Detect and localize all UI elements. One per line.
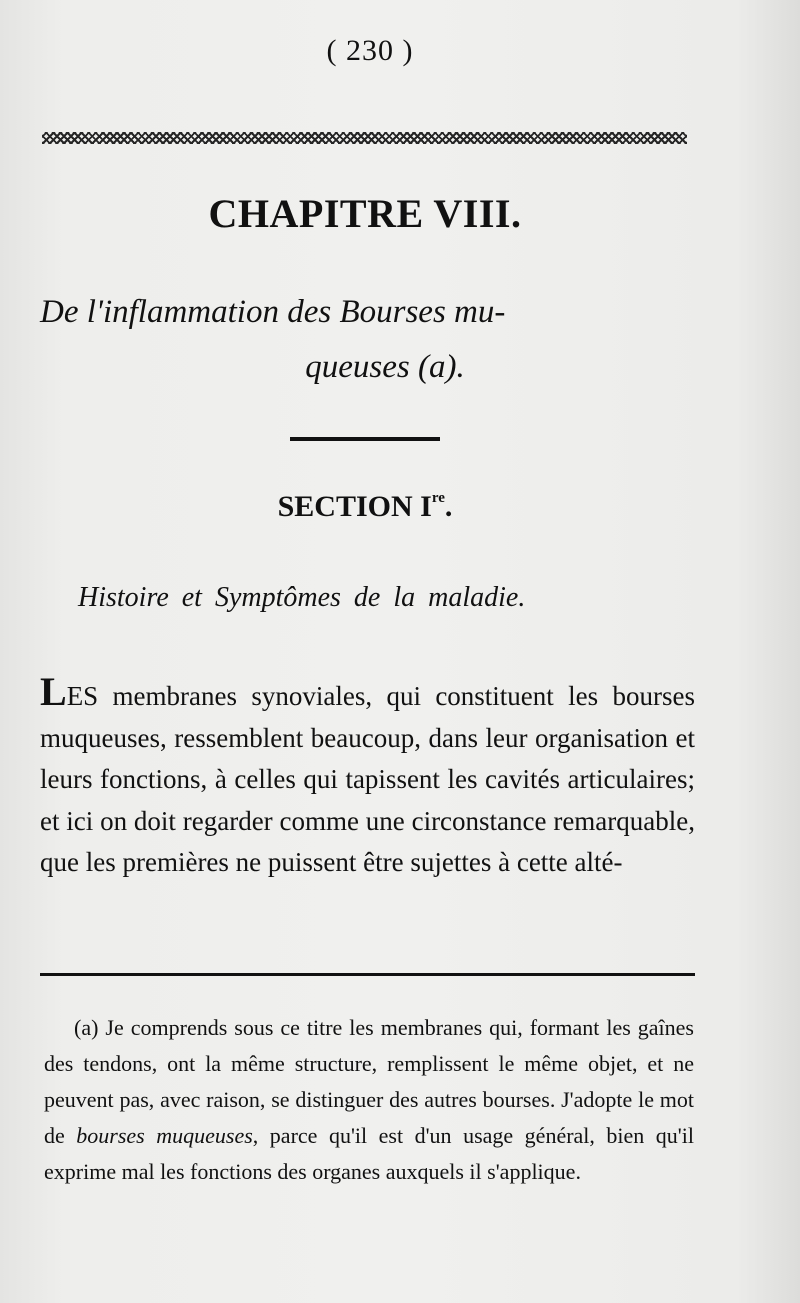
chapter-title: [40, 285, 700, 395]
chapter-heading: CHAPITRE VIII.: [208, 191, 522, 236]
footnote-text-before: Je comprends sous ce titre les membranes qui, formant les gaînes des tendons, ont la même structure, remplissent le même objet, et ne peuvent pas, avec raison, se distinguer des autres bourses. J'adopte le mot de: [44, 1015, 694, 1148]
chapter-divider: [290, 437, 440, 441]
section-heading: [0, 490, 730, 524]
section-heading-superscript: re: [431, 490, 445, 506]
section-subtitle: Histoire et Symptômes de la maladie.: [78, 582, 526, 613]
footnote-italic-term: bourses muqueuses: [76, 1123, 253, 1148]
footnote-text-after: , parce qu'il est d'un usage général, bien qu'il exprime mal les fonctions des organes auxquels il s'applique.: [44, 1123, 694, 1184]
section-heading-text: SECTION I: [277, 490, 432, 523]
drop-cap: L: [40, 669, 67, 714]
page-number: ( 230 ): [326, 34, 414, 67]
footnote-divider: [40, 973, 695, 976]
body-paragraph: [40, 669, 695, 884]
chapter-title-line-2: queuses (a).: [305, 349, 465, 385]
ornamental-divider: [42, 132, 687, 144]
chapter-title-line-1: De l'inflammation des Bourses mu-: [40, 294, 506, 330]
body-text: ES membranes synoviales, qui constituent les bourses muqueuses, ressemblent beaucoup, dans leur organisation et leurs fonctions, à celles qui tapissent les cavités articulaires; et ici on doit regarder comme une circonstance remarquable, que les premières ne puissent être sujettes à cette alté-: [40, 681, 695, 877]
footnote-marker: (a): [74, 1015, 99, 1040]
section-heading-end: .: [444, 490, 453, 523]
footnote: [44, 1010, 694, 1190]
